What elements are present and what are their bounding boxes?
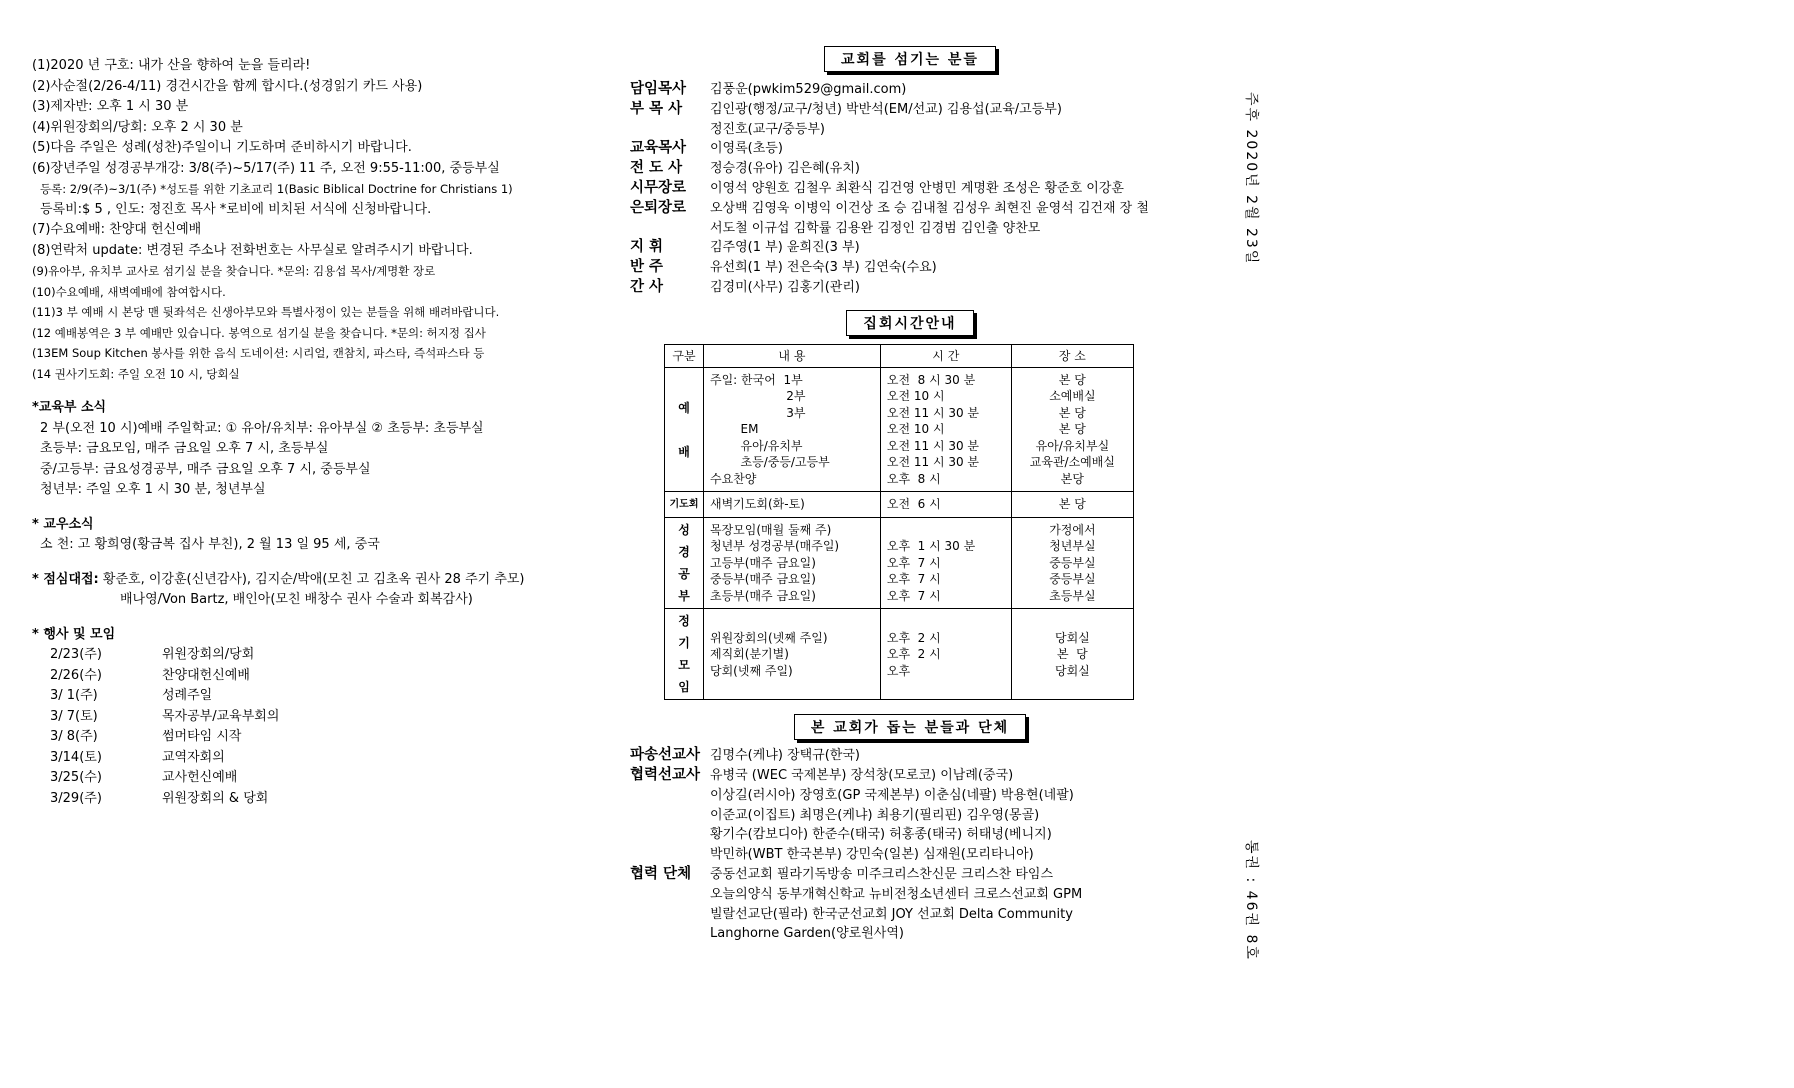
staff-row xyxy=(630,238,1190,258)
event-name: 교사헌신예배 xyxy=(162,770,238,785)
schedule-time-line: 오후 7 시 xyxy=(886,588,941,603)
lunch-line-1: * 점심대접: 황준호, 이강훈(신년감사), 김지순/박애(모친 고 김초옥 권사 28 주기 추모) xyxy=(32,571,525,587)
staff-names: 이영석 양원호 김철우 최환식 김건영 안병민 계명환 조성은 황준호 이강훈 xyxy=(710,180,1124,196)
lunch-line-2: 배나영/Von Bartz, 배인아(모친 배창수 권사 수술과 회복감사) xyxy=(120,592,473,607)
schedule-time-line: 오전 10 시 xyxy=(886,389,945,404)
edu-line: 2 부(오전 10 시)예배 주일학교: ① 유아/유치부: 유아부실 ② 초등부: 초등부실 xyxy=(40,420,484,436)
mission-category xyxy=(630,924,710,944)
mission-row xyxy=(630,924,1190,944)
mission-names: 박민하(WBT 한국본부) 강민숙(일본) 심재원(모리타니아) xyxy=(710,847,1034,863)
notice-line: (4)위원장회의/당회: 오후 2 시 30 분 xyxy=(32,119,243,135)
mission-names: 이상길(러시아) 장영호(GP 국제본부) 이춘심(네팔) 박용현(네팔) xyxy=(710,787,1074,803)
mission-row xyxy=(630,746,1190,766)
schedule-time-line: 오후 7 시 xyxy=(886,555,941,570)
mission-names: Langhorne Garden(양로원사역) xyxy=(710,926,904,942)
schedule-header: 장 소 xyxy=(1011,344,1133,367)
staff-role: 부 목 사 xyxy=(630,100,683,117)
mission-category xyxy=(630,905,710,925)
notice-line: (8)연락처 update: 변경된 주소나 전화번호는 사무실로 알려주시기 바랍니다. xyxy=(32,242,473,258)
staff-role: 담임목사 xyxy=(630,81,687,97)
news-line: 소 천: 고 황희영(황금복 집사 부친), 2 월 13 일 95 세, 중국 xyxy=(40,537,380,552)
mission-category xyxy=(630,885,710,905)
schedule-time-line: 오후 1 시 30 분 xyxy=(886,539,976,554)
event-date: 3/29(주) xyxy=(50,790,102,806)
schedule-category: 예 배 xyxy=(665,367,704,492)
schedule-content-line: 새벽기도회(화-토) xyxy=(710,497,805,512)
schedule-content-line: 청년부 성경공부(매주일) xyxy=(710,539,840,554)
schedule-place-line: 본 당 xyxy=(1058,372,1086,387)
notice-line: (3)제자반: 오후 1 시 30 분 xyxy=(32,99,189,114)
event-name: 찬양대헌신예배 xyxy=(162,667,250,683)
event-name: 위원장회의 & 당회 xyxy=(162,790,269,806)
schedule-place xyxy=(1011,367,1133,492)
staff-row xyxy=(630,80,1190,100)
schedule-content-line: 당회(넷째 주일) xyxy=(710,663,793,678)
schedule-time-line: 오전 6 시 xyxy=(886,497,941,512)
schedule-place-line: 소예배실 xyxy=(1049,389,1096,404)
notice-line: (12 예배봉역은 3 부 예배만 있습니다. 봉역으로 섬기실 분을 찾습니다. *문의: 허지정 집사 xyxy=(32,325,486,340)
mission-row xyxy=(630,845,1190,865)
schedule-place-line: 교육관/소예배실 xyxy=(1029,455,1115,470)
schedule-content xyxy=(704,609,881,700)
schedule-time xyxy=(880,492,1011,518)
notice-line: 등록비:$ 5 , 인도: 정진호 목사 *로비에 비치된 서식에 신청바랍니다. xyxy=(40,201,432,217)
edu-list xyxy=(32,419,612,501)
event-date: 2/23(주) xyxy=(50,647,102,662)
staff-names: 김인광(행정/교구/청년) 박반석(EM/선교) 김용섭(교육/고등부) xyxy=(710,101,1062,117)
schedule-header: 구분 xyxy=(665,344,704,367)
notices-list xyxy=(32,56,612,384)
schedule-row xyxy=(665,492,1134,518)
schedule-content-line: 위원장회의(넷째 주일) xyxy=(710,630,828,645)
schedule-time xyxy=(880,367,1011,492)
staff-role: 반 주 xyxy=(630,259,664,276)
staff-row xyxy=(630,100,1190,120)
events-list xyxy=(32,645,612,809)
schedule-content-line: 2부 xyxy=(710,389,806,404)
notice-line: (13EM Soup Kitchen 봉사를 위한 음식 도네이션: 시리얼, 캔참치, 파스타, 즉석파스타 등 xyxy=(32,346,485,360)
schedule-title: 집회시간안내 xyxy=(846,310,973,336)
notice-line: (7)수요예배: 찬양대 헌신예배 xyxy=(32,222,202,237)
staff-names: 서도철 이규섭 김학률 김용완 김정인 김경범 김인출 양찬모 xyxy=(710,220,1041,236)
schedule-place xyxy=(1011,517,1133,609)
event-date: 3/ 8(주) xyxy=(50,729,98,744)
middle-column xyxy=(630,46,1190,944)
mission-row xyxy=(630,865,1190,885)
staff-row xyxy=(630,258,1190,278)
notice-line: (14 권사기도회: 주일 오전 10 시, 당회실 xyxy=(32,366,240,381)
schedule-time-line xyxy=(887,522,1005,539)
schedule-content xyxy=(704,517,881,609)
staff-role xyxy=(630,219,710,239)
staff-names: 이영록(초등) xyxy=(710,141,783,157)
event-row xyxy=(32,748,612,769)
event-date: 3/25(수) xyxy=(50,770,102,785)
staff-row xyxy=(630,278,1190,298)
news-list xyxy=(32,535,612,556)
schedule-place-line: 청년부실 xyxy=(1049,539,1096,554)
schedule-time-line: 오전 11 시 30 분 xyxy=(886,455,980,470)
mission-row xyxy=(630,905,1190,925)
schedule-header: 시 간 xyxy=(880,344,1011,367)
missions-list xyxy=(630,746,1190,944)
schedule-place-line: 가정에서 xyxy=(1049,522,1096,537)
schedule-content-line: 3부 xyxy=(710,405,806,420)
event-name: 목자공부/교육부회의 xyxy=(162,708,280,724)
staff-role: 지 휘 xyxy=(630,239,664,256)
schedule-place-line: 본 당 xyxy=(1056,647,1088,662)
notice-line: (1)2020 년 구호: 내가 산을 향하여 눈을 들리라! xyxy=(32,58,311,73)
mission-row xyxy=(630,766,1190,786)
event-date: 3/ 1(주) xyxy=(50,688,98,703)
schedule-content-line: EM xyxy=(710,422,759,437)
schedule-content-line: 중등부(매주 금요일) xyxy=(710,572,816,587)
schedule-place-line: 중등부실 xyxy=(1049,572,1096,587)
event-row xyxy=(32,686,612,707)
staff-role: 간 사 xyxy=(630,278,664,295)
event-row xyxy=(32,768,612,789)
schedule-time-line: 오후 2 시 xyxy=(886,630,941,645)
mission-category xyxy=(630,825,710,845)
mission-category xyxy=(630,786,710,806)
staff-names: 정진호(교구/중등부) xyxy=(710,121,825,137)
staff-role: 전 도 사 xyxy=(630,160,683,177)
schedule-row xyxy=(665,367,1134,492)
schedule-place-line: 본당 xyxy=(1060,471,1084,486)
mission-category: 협력 단체 xyxy=(630,866,692,883)
notice-line: (5)다음 주일은 성례(성찬)주일이니 기도하며 준비하시기 바랍니다. xyxy=(32,140,412,155)
schedule-time-line: 오전 11 시 30 분 xyxy=(886,438,980,453)
schedule-time xyxy=(880,517,1011,609)
schedule-time-line: 오전 8 시 30 분 xyxy=(886,372,976,387)
schedule-place-line: 당회실 xyxy=(1054,663,1090,678)
news-title: * 교우소식 xyxy=(32,516,94,532)
schedule-content-line: 수요찬양 xyxy=(710,471,757,486)
notice-line: (10)수요예배, 새벽예배에 참여합시다. xyxy=(32,284,226,299)
staff-row xyxy=(630,120,1190,140)
schedule-content-line: 목장모임(매월 둘째 주) xyxy=(710,522,832,537)
edu-title: *교육부 소식 xyxy=(32,400,107,415)
schedule-time-line: 오후 7 시 xyxy=(886,572,941,587)
schedule-time xyxy=(880,609,1011,700)
schedule-content-line: 제직회(분기별) xyxy=(710,647,789,662)
event-row xyxy=(32,727,612,748)
notice-line: 등록: 2/9(주)~3/1(주) *성도를 위한 기초교리 1(Basic Biblical Doctrine for Christians 1) xyxy=(40,182,513,196)
schedule-time-line: 오후 2 시 xyxy=(886,647,941,662)
events-title: * 행사 및 모임 xyxy=(32,626,116,642)
event-name: 성례주일 xyxy=(162,688,213,703)
event-row xyxy=(32,707,612,728)
staff-row xyxy=(630,219,1190,239)
event-row xyxy=(32,789,612,810)
schedule-time-line: 오후 xyxy=(886,663,911,678)
notice-line: (6)장년주일 성경공부개강: 3/8(주)~5/17(주) 11 주, 오전 9:55-11:00, 중등부실 xyxy=(32,160,500,176)
staff-row xyxy=(630,139,1190,159)
mission-category: 파송선교사 xyxy=(630,747,701,764)
schedule-category: 기도회 xyxy=(665,492,704,518)
staff-role xyxy=(630,120,710,140)
staff-names: 김경미(사무) 김홍기(관리) xyxy=(710,279,860,295)
event-row xyxy=(32,645,612,666)
schedule-place-line: 본 당 xyxy=(1058,497,1086,512)
bulletin-volume: 통권 : 46권 8호 xyxy=(1243,840,1259,961)
bulletin-date: 주후 2020년 2월 23일 xyxy=(1243,92,1259,266)
notice-line: (11)3 부 예배 시 본당 맨 뒷좌석은 신생아부모와 특별사정이 있는 분들을 위해 배려바랍니다. xyxy=(32,305,500,319)
left-column xyxy=(32,56,612,809)
event-date: 3/ 7(토) xyxy=(50,708,98,724)
mission-names: 중동선교회 필라기독방송 미주크리스찬신문 크리스찬 타임스 xyxy=(710,867,1054,883)
schedule-content-line: 유아/유치부 xyxy=(710,438,803,453)
schedule-content-line: 초등부(매주 금요일) xyxy=(710,588,816,603)
mission-row xyxy=(630,806,1190,826)
notice-line: (9)유아부, 유치부 교사로 섬기실 분을 찾습니다. *문의: 김용섭 목사/계명환 장로 xyxy=(32,264,436,278)
staff-role: 은퇴장로 xyxy=(630,199,687,216)
schedule-time-line: 오후 8 시 xyxy=(886,471,941,486)
schedule-place-line: 당회실 xyxy=(1054,630,1090,645)
mission-names: 유병국 (WEC 국제본부) 장석창(모로코) 이남례(중국) xyxy=(710,768,1014,784)
staff-names: 김풍운(pwkim529@gmail.com) xyxy=(710,82,907,97)
mission-names: 김명수(케냐) 장택규(한국) xyxy=(710,748,860,764)
schedule-place-line: 본 당 xyxy=(1058,405,1086,420)
edu-line: 청년부: 주일 오후 1 시 30 분, 청년부실 xyxy=(40,482,266,497)
schedule-table xyxy=(664,344,1134,701)
staff-names: 오상백 김영욱 이병익 이건상 조 승 김내철 김성우 최현진 윤영석 김건재 장 철 xyxy=(710,200,1149,216)
mission-names: 오늘의양식 동부개혁신학교 뉴비전청소년센터 크로스선교회 GPM xyxy=(710,886,1083,902)
event-row xyxy=(32,666,612,687)
schedule-content xyxy=(704,492,881,518)
event-date: 3/14(토) xyxy=(50,749,102,765)
edu-line: 중/고등부: 금요성경공부, 매주 금요일 오후 7 시, 중등부실 xyxy=(40,461,371,477)
schedule-place xyxy=(1011,609,1133,700)
schedule-category: 정 기 모 임 xyxy=(665,609,704,700)
notice-line: (2)사순절(2/26-4/11) 경건시간을 함께 합시다.(성경읽기 카드 사용) xyxy=(32,78,423,94)
schedule-place-line: 중등부실 xyxy=(1049,555,1096,570)
mission-row xyxy=(630,786,1190,806)
mission-category xyxy=(630,806,710,826)
staff-row xyxy=(630,179,1190,199)
schedule-place xyxy=(1011,492,1133,518)
schedule-content-line: 주일: 한국어 1부 xyxy=(710,372,803,387)
event-name: 위원장회의/당회 xyxy=(162,647,255,662)
schedule-category: 성 경 공 부 xyxy=(665,517,704,609)
schedule-header: 내 용 xyxy=(704,344,881,367)
schedule-content xyxy=(704,367,881,492)
staff-row xyxy=(630,159,1190,179)
staff-names: 유선희(1 부) 전은숙(3 부) 김연숙(수요) xyxy=(710,260,937,276)
schedule-place-line: 유아/유치부실 xyxy=(1035,438,1110,453)
schedule-time-line: 오전 11 시 30 분 xyxy=(886,405,980,420)
staff-names: 김주영(1 부) 윤희진(3 부) xyxy=(710,240,860,256)
missions-title: 본 교회가 돕는 분들과 단체 xyxy=(794,714,1026,740)
mission-names: 빌랄선교단(필라) 한국군선교회 JOY 선교회 Delta Community xyxy=(710,906,1073,922)
schedule-content-line: 고등부(매주 금요일) xyxy=(710,555,816,570)
schedule-row xyxy=(665,609,1134,700)
mission-row xyxy=(630,825,1190,845)
staff-title: 교회를 섬기는 분들 xyxy=(824,46,996,72)
mission-names: 이준교(이집트) 최명은(케냐) 최용기(필리핀) 김우영(몽골) xyxy=(710,807,1040,823)
schedule-place-line: 본 당 xyxy=(1058,422,1086,437)
staff-row xyxy=(630,199,1190,219)
schedule-place-line: 초등부실 xyxy=(1049,588,1096,603)
mission-row xyxy=(630,885,1190,905)
mission-category xyxy=(630,845,710,865)
edu-line: 초등부: 금요모임, 매주 금요일 오후 7 시, 초등부실 xyxy=(40,441,329,456)
event-name: 교역자회의 xyxy=(162,749,225,765)
mission-category: 협력선교사 xyxy=(630,767,701,784)
schedule-row xyxy=(665,517,1134,609)
staff-names: 정승경(유아) 김은혜(유치) xyxy=(710,161,860,177)
event-name: 썸머타임 시작 xyxy=(162,729,242,744)
schedule-time-line: 오전 10 시 xyxy=(886,422,945,437)
schedule-content-line: 초등/중등/고등부 xyxy=(710,455,830,470)
staff-role: 교육목사 xyxy=(630,140,687,157)
mission-names: 황기수(캄보디아) 한준수(태국) 허홍종(태국) 허태녕(베니지) xyxy=(710,827,1052,843)
event-date: 2/26(수) xyxy=(50,667,102,683)
staff-role: 시무장로 xyxy=(630,179,687,196)
staff-list xyxy=(630,80,1190,298)
